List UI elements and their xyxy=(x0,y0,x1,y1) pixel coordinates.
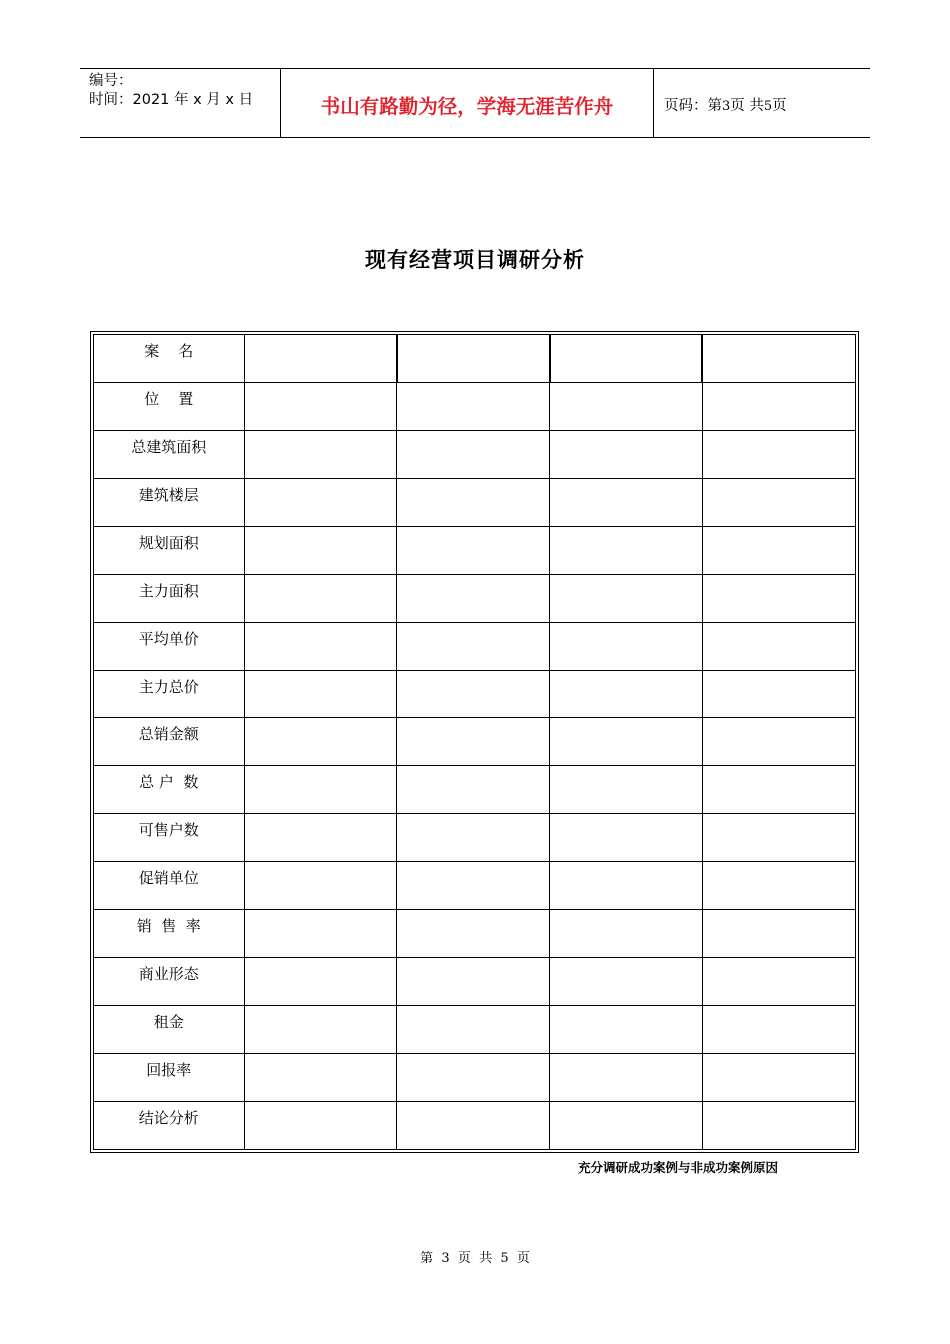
survey-grid xyxy=(94,335,855,1149)
page-current: 3 xyxy=(722,99,731,114)
table-cell[interactable] xyxy=(550,335,703,382)
row-label-cell xyxy=(94,910,244,958)
document-date-label: 时间：2021 年 x 月 x 日 xyxy=(89,92,254,108)
table-cell[interactable] xyxy=(550,910,703,958)
table-row xyxy=(94,910,855,958)
table-cell[interactable] xyxy=(244,766,397,814)
row-label: 平均单价 xyxy=(138,629,199,648)
table-cell[interactable] xyxy=(397,814,550,862)
row-label: 规划面积 xyxy=(138,533,199,552)
table-cell[interactable] xyxy=(550,382,703,430)
row-label: 结论分析 xyxy=(138,1109,199,1128)
row-label: 促销单位 xyxy=(138,869,199,888)
table-cell[interactable] xyxy=(702,862,855,910)
header-motto: 书山有路勤为径，学海无涯苦作舟 xyxy=(320,95,614,118)
table-row xyxy=(94,670,855,718)
table-row xyxy=(94,478,855,526)
table-cell[interactable] xyxy=(244,910,397,958)
row-label-cell xyxy=(94,478,244,526)
table-cell[interactable] xyxy=(397,335,550,382)
table-cell[interactable] xyxy=(702,814,855,862)
table-cell[interactable] xyxy=(702,526,855,574)
row-label-cell xyxy=(94,1006,244,1054)
table-row xyxy=(94,526,855,574)
row-label: 商业形态 xyxy=(138,965,199,984)
table-cell[interactable] xyxy=(244,526,397,574)
table-cell[interactable] xyxy=(550,862,703,910)
row-label: 回报率 xyxy=(146,1061,192,1080)
row-label: 可售户数 xyxy=(138,821,199,840)
table-cell[interactable] xyxy=(550,1054,703,1102)
row-label-cell xyxy=(94,862,244,910)
table-cell[interactable] xyxy=(550,1006,703,1054)
survey-table-inner xyxy=(93,334,856,1150)
section-subheading: 充分调研成功案例与非成功案例原因 xyxy=(578,1160,779,1175)
table-cell[interactable] xyxy=(244,1102,397,1149)
page-header xyxy=(80,68,870,138)
row-label: 主力面积 xyxy=(138,581,199,600)
table-cell[interactable] xyxy=(702,718,855,766)
row-label-cell xyxy=(94,574,244,622)
row-label-cell xyxy=(94,335,244,382)
table-cell[interactable] xyxy=(702,478,855,526)
page-prefix: 页码：第 xyxy=(664,98,722,114)
table-cell[interactable] xyxy=(397,1006,550,1054)
page-mid: 页 共 xyxy=(730,98,764,114)
table-row xyxy=(94,1102,855,1149)
table-cell[interactable] xyxy=(397,718,550,766)
table-cell[interactable] xyxy=(244,1006,397,1054)
table-row xyxy=(94,1006,855,1054)
row-label: 主力总价 xyxy=(138,677,199,696)
row-label: 总销金额 xyxy=(138,725,199,744)
table-row xyxy=(94,862,855,910)
table-cell[interactable] xyxy=(244,335,397,382)
row-label-cell xyxy=(94,718,244,766)
table-cell[interactable] xyxy=(702,430,855,478)
page-footer: 第 3 页 共 5 页 xyxy=(420,1251,530,1266)
table-cell[interactable] xyxy=(397,766,550,814)
table-cell[interactable] xyxy=(550,478,703,526)
header-page-number xyxy=(664,94,787,115)
table-row xyxy=(94,574,855,622)
table-cell[interactable] xyxy=(244,814,397,862)
table-cell[interactable] xyxy=(550,958,703,1006)
table-cell[interactable] xyxy=(397,382,550,430)
table-cell[interactable] xyxy=(244,958,397,1006)
row-label-cell xyxy=(94,670,244,718)
row-label-cell xyxy=(94,430,244,478)
table-cell[interactable] xyxy=(244,862,397,910)
page-title: 现有经营项目调研分析 xyxy=(365,248,585,272)
table-cell[interactable] xyxy=(397,670,550,718)
table-cell[interactable] xyxy=(550,526,703,574)
table-cell[interactable] xyxy=(702,1102,855,1149)
table-cell[interactable] xyxy=(397,910,550,958)
page-suffix: 页 xyxy=(772,98,787,114)
row-label-cell xyxy=(94,1102,244,1149)
document-number-label: 编号： xyxy=(89,73,133,89)
page-total: 5 xyxy=(763,99,773,114)
table-cell[interactable] xyxy=(550,574,703,622)
table-cell[interactable] xyxy=(244,1054,397,1102)
table-cell[interactable] xyxy=(397,574,550,622)
table-cell[interactable] xyxy=(550,766,703,814)
row-label-cell xyxy=(94,766,244,814)
table-row xyxy=(94,430,855,478)
table-row xyxy=(94,382,855,430)
row-label-cell xyxy=(94,382,244,430)
row-label: 租金 xyxy=(153,1013,184,1032)
table-cell[interactable] xyxy=(550,814,703,862)
table-row xyxy=(94,1054,855,1102)
row-label-cell xyxy=(94,814,244,862)
row-label: 总 户 数 xyxy=(139,773,199,792)
survey-table xyxy=(90,331,859,1153)
table-cell[interactable] xyxy=(702,958,855,1006)
table-cell[interactable] xyxy=(550,622,703,670)
table-cell[interactable] xyxy=(397,1054,550,1102)
table-cell[interactable] xyxy=(397,1102,550,1149)
row-label-cell xyxy=(94,1054,244,1102)
table-cell[interactable] xyxy=(244,574,397,622)
row-label: 销 售 率 xyxy=(136,917,201,936)
table-cell[interactable] xyxy=(244,622,397,670)
table-cell[interactable] xyxy=(702,622,855,670)
table-row xyxy=(94,622,855,670)
table-cell[interactable] xyxy=(397,958,550,1006)
table-cell[interactable] xyxy=(244,670,397,718)
table-cell[interactable] xyxy=(397,526,550,574)
table-cell[interactable] xyxy=(397,430,550,478)
row-label-cell xyxy=(94,526,244,574)
table-row xyxy=(94,958,855,1006)
table-cell[interactable] xyxy=(397,622,550,670)
row-label: 建筑楼层 xyxy=(138,485,199,504)
table-row xyxy=(94,814,855,862)
table-cell[interactable] xyxy=(550,1102,703,1149)
table-cell[interactable] xyxy=(550,430,703,478)
table-cell[interactable] xyxy=(702,1006,855,1054)
table-cell[interactable] xyxy=(702,335,855,382)
header-page-cell xyxy=(654,69,870,137)
row-label-cell xyxy=(94,958,244,1006)
table-row xyxy=(94,766,855,814)
table-cell[interactable] xyxy=(702,1054,855,1102)
table-cell[interactable] xyxy=(244,430,397,478)
table-cell[interactable] xyxy=(702,766,855,814)
table-cell[interactable] xyxy=(702,670,855,718)
table-row xyxy=(94,718,855,766)
header-motto-cell xyxy=(281,69,654,137)
row-label: 位 置 xyxy=(144,389,194,408)
table-cell[interactable] xyxy=(244,718,397,766)
row-label: 总建筑面积 xyxy=(131,437,207,456)
table-cell[interactable] xyxy=(397,478,550,526)
table-cell[interactable] xyxy=(550,670,703,718)
table-cell[interactable] xyxy=(244,382,397,430)
header-meta xyxy=(80,69,281,137)
table-cell[interactable] xyxy=(702,910,855,958)
table-cell[interactable] xyxy=(397,862,550,910)
table-row xyxy=(94,335,855,382)
table-cell[interactable] xyxy=(244,478,397,526)
row-label-cell xyxy=(94,622,244,670)
table-cell[interactable] xyxy=(702,382,855,430)
row-label: 案 名 xyxy=(144,342,194,360)
table-cell[interactable] xyxy=(550,718,703,766)
table-cell[interactable] xyxy=(702,574,855,622)
